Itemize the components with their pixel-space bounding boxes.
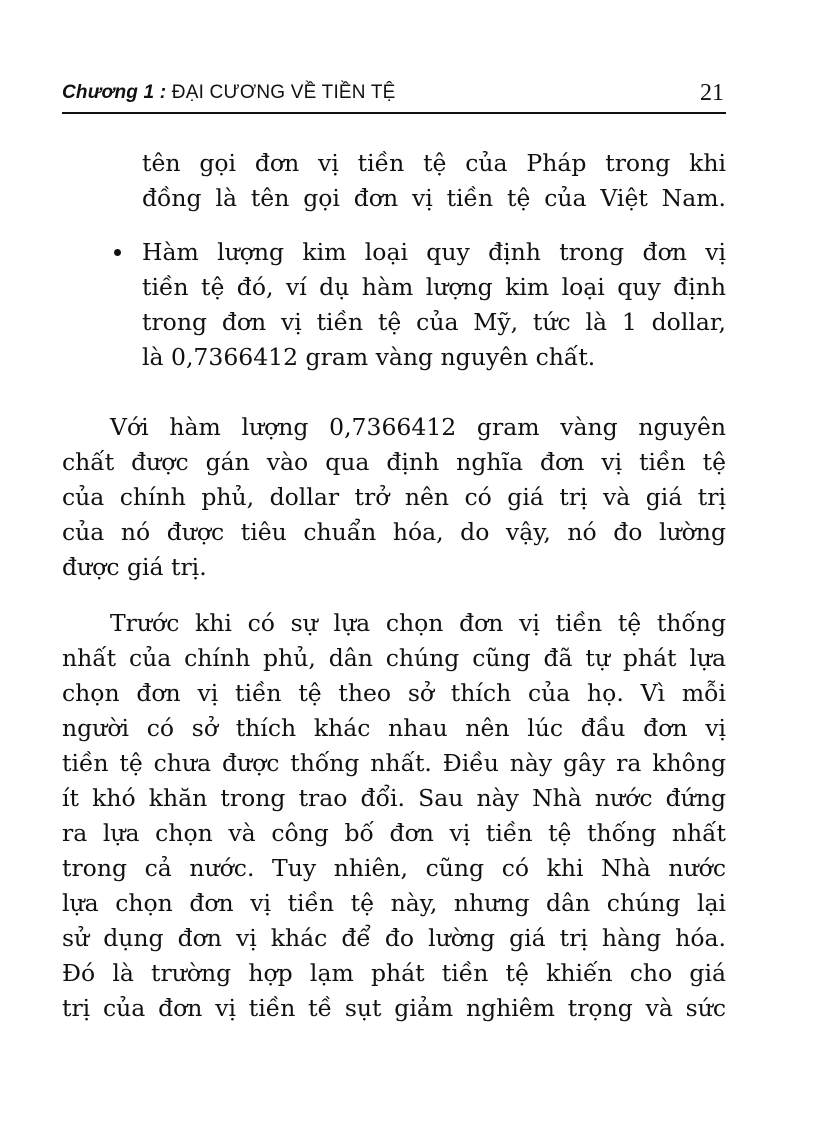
text-line: lựa chọn đơn vị tiền tệ này, nhưng dân chúng lại <box>62 889 726 917</box>
text-line: tiền tệ chưa được thống nhất. Điều này gây ra không <box>62 749 726 777</box>
text-line: Trước khi có sự lựa chọn đơn vị tiền tệ thống <box>110 609 726 637</box>
text-line: Hàm lượng kim loại quy định trong đơn vị <box>142 238 726 266</box>
chapter-title: ĐẠI CƯƠNG VỀ TIỀN TỆ <box>171 82 396 103</box>
bullet-list-item <box>142 235 726 375</box>
text-line: tiền tệ đó, ví dụ hàm lượng kim loại quy định <box>142 273 726 301</box>
bullet-icon <box>114 249 121 256</box>
text-line: trị của đơn vị tiền tề sụt giảm nghiêm trọng và sức <box>62 994 726 1022</box>
page-number: 21 <box>700 80 724 106</box>
text-line: chất được gán vào qua định nghĩa đơn vị tiền tệ <box>62 448 726 476</box>
text-line: người có sở thích khác nhau nên lúc đầu đơn vị <box>62 714 726 742</box>
paragraph <box>62 410 726 585</box>
text-line: Với hàm lượng 0,7366412 gram vàng nguyên <box>110 413 726 441</box>
text-line: sử dụng đơn vị khác để đo lường giá trị hàng hóa. <box>62 924 726 952</box>
text-line: trong đơn vị tiền tệ của Mỹ, tức là 1 dollar, <box>142 308 726 336</box>
chapter-label: Chương 1 : <box>62 82 167 103</box>
text-line: ít khó khăn trong trao đổi. Sau này Nhà nước đứng <box>62 784 726 812</box>
text-line: tên gọi đơn vị tiền tệ của Pháp trong khi <box>142 149 726 177</box>
text-line: Đó là trường hợp lạm phát tiền tệ khiến cho giá <box>62 959 726 987</box>
chapter-heading <box>62 82 396 104</box>
text-line: là 0,7366412 gram vàng nguyên chất. <box>142 343 596 371</box>
text-line: chọn đơn vị tiền tệ theo sở thích của họ. Vì mỗi <box>62 679 726 707</box>
text-line: của nó được tiêu chuẩn hóa, do vậy, nó đo lường <box>62 518 726 546</box>
running-header <box>62 78 726 114</box>
text-line: đồng là tên gọi đơn vị tiền tệ của Việt Nam. <box>142 184 726 212</box>
continuation-text <box>142 146 726 216</box>
text-line: của chính phủ, dollar trở nên có giá trị và giá trị <box>62 483 726 511</box>
text-line: ra lựa chọn và công bố đơn vị tiền tệ thống nhất <box>62 819 726 847</box>
text-line: trong cả nước. Tuy nhiên, cũng có khi Nhà nước <box>62 854 726 882</box>
text-line: được giá trị. <box>62 553 207 581</box>
text-line: nhất của chính phủ, dân chúng cũng đã tự phát lựa <box>62 644 726 672</box>
paragraph <box>62 606 726 1026</box>
